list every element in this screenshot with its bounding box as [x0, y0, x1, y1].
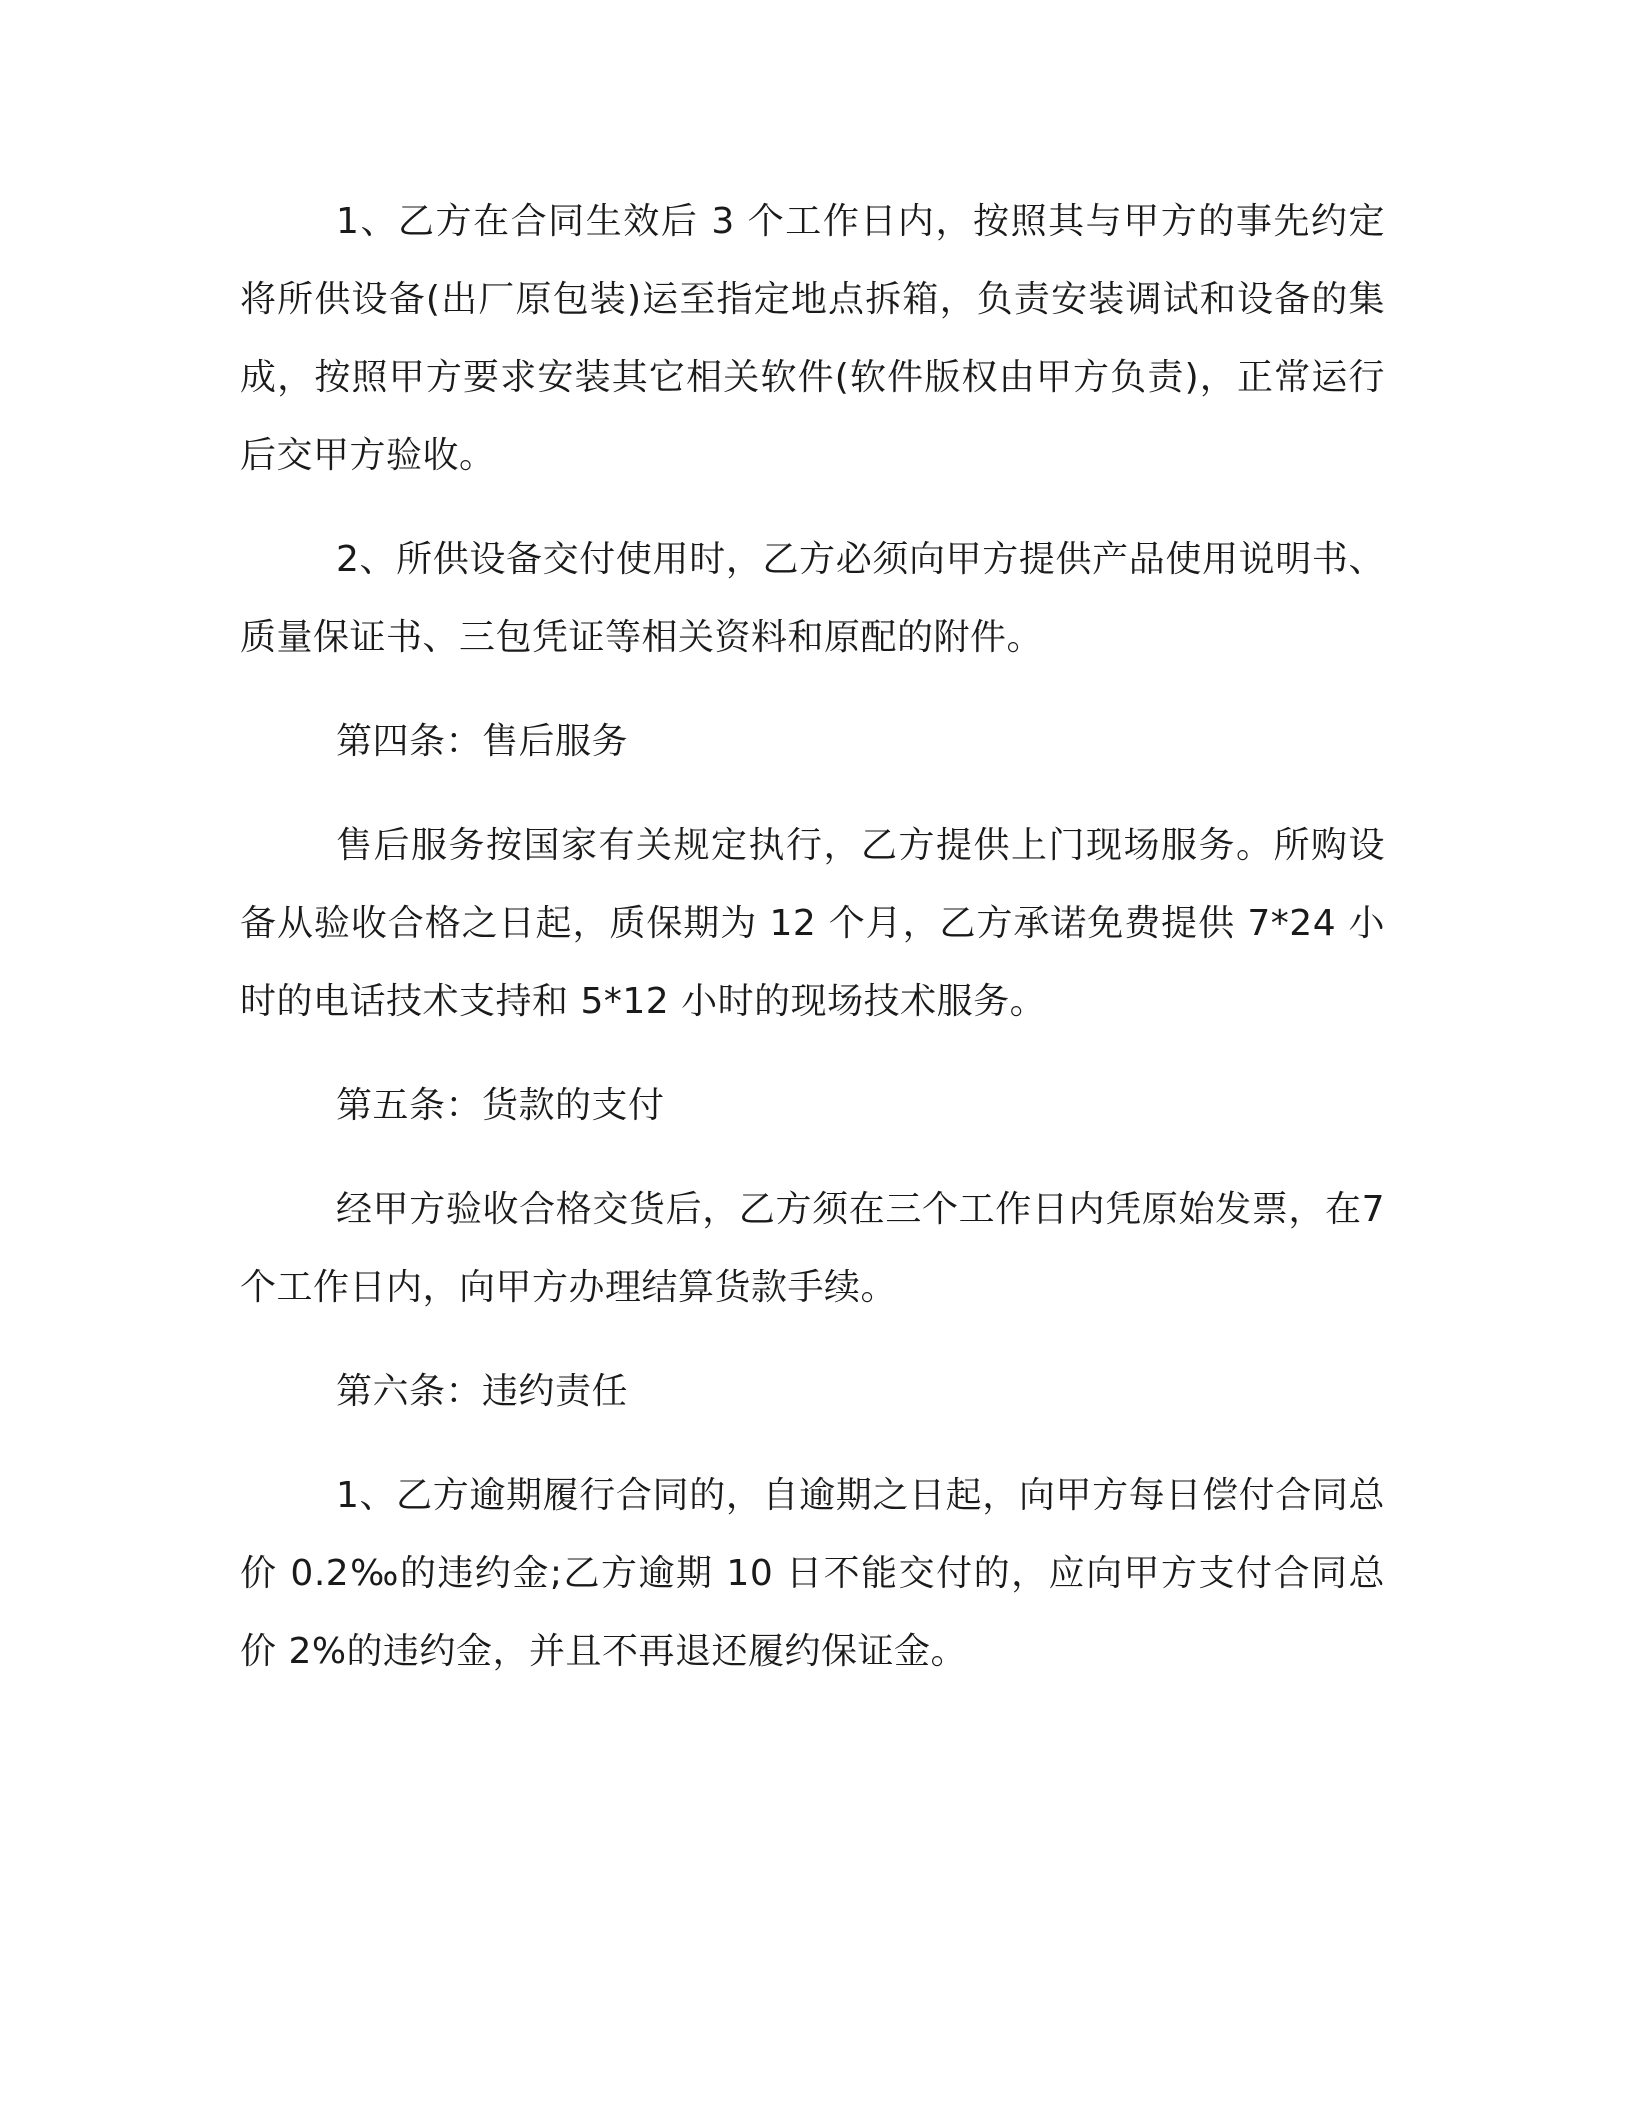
clause-delivery-installation: 1、乙方在合同生效后 3 个工作日内，按照其与甲方的事先约定将所供设备(出厂原包装)运至指定地点拆箱，负责安装调试和设备的集成，按照甲方要求安装其它相关软件(软件版权由甲方负责)，正常运行后交甲方验收。 [240, 201, 1385, 476]
breach-liability-text: 1、乙方逾期履行合同的，自逾期之日起，向甲方每日偿付合同总价 0.2‰的违约金;乙方逾期 10 日不能交付的，应向甲方支付合同总价 2%的违约金，并且不再退还履约保证金。 [240, 1475, 1385, 1672]
after-sales-service-text: 售后服务按国家有关规定执行，乙方提供上门现场服务。所购设备从验收合格之日起，质保期为 12 个月，乙方承诺免费提供 7*24 小时的电话技术支持和 5*12 小时的现场技术服务。 [240, 825, 1385, 1022]
article-6-heading: 第六条：违约责任 [336, 1371, 629, 1412]
payment-text: 经甲方验收合格交货后，乙方须在三个工作日内凭原始发票，在7 个工作日内，向甲方办理结算货款手续。 [240, 1189, 1385, 1308]
document-body [240, 183, 1385, 1691]
article-5-heading: 第五条：货款的支付 [336, 1085, 665, 1126]
article-4-heading: 第四条：售后服务 [336, 721, 629, 762]
clause-delivery-documents: 2、所供设备交付使用时，乙方必须向甲方提供产品使用说明书、质量保证书、三包凭证等相关资料和原配的附件。 [240, 539, 1385, 658]
